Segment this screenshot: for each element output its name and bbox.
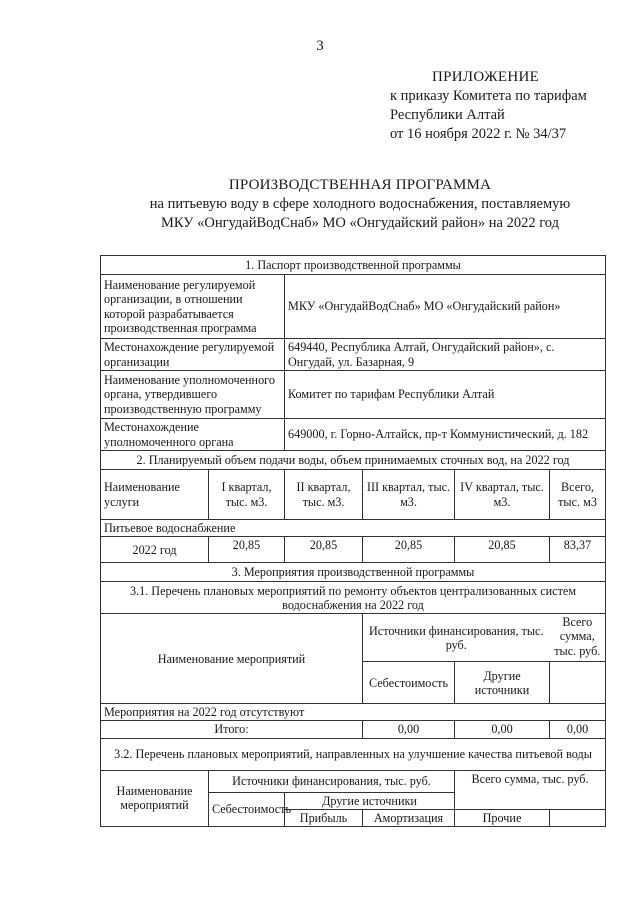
volume-header-row	[101, 470, 606, 520]
volume-year: 2022 год	[101, 537, 209, 563]
section1-header: 1. Паспорт производственной программы	[101, 256, 606, 275]
document-heading	[100, 176, 620, 233]
repair-header-row	[101, 614, 606, 662]
repair-col-name: Наименование мероприятий	[101, 614, 363, 704]
appendix-line-1: к приказу Комитета по тарифам	[390, 88, 587, 104]
passport-value: МКУ «ОнгудайВодСнаб» МО «Онгудайский район»	[285, 275, 606, 339]
passport-value: 649440, Республика Алтай, Онгудайский район», с. Онгудай, ул. Базарная, 9	[285, 339, 606, 371]
volume-col-q4: IV квартал, тыс. м3.	[455, 470, 550, 520]
section2-header: 2. Планируемый объем подачи воды, объем принимаемых сточных вод, на 2022 год	[101, 451, 606, 470]
document-subtitle-1: на питьевую воду в сфере холодного водоснабжения, поставляемую	[149, 196, 571, 212]
document-subtitle-2: МКУ «ОнгудайВодСнаб» МО «Онгудайский район» на 2022 год	[160, 215, 560, 231]
passport-row	[101, 419, 606, 451]
repair-total-empty	[550, 662, 606, 704]
repair-col-sources: Источники финансирования, тыс. руб.	[363, 614, 550, 662]
passport-value: Комитет по тарифам Республики Алтай	[285, 371, 606, 419]
volume-total: 83,37	[550, 537, 606, 563]
passport-label: Местонахождение регулируемой организации	[101, 339, 285, 371]
volume-q4: 20,85	[455, 537, 550, 563]
volume-col-q3: III квартал, тыс. м3.	[363, 470, 455, 520]
quality-col-misc: Прочие	[455, 809, 550, 826]
section3-1-header: 3.1. Перечень плановых мероприятий по ремонту объектов централизованных систем водоснабжения на 2022 год	[101, 582, 606, 614]
appendix-title: ПРИЛОЖЕНИЕ	[432, 69, 540, 85]
quality-col-empty	[550, 809, 606, 826]
quality-header-row	[101, 770, 606, 792]
quality-col-cost: Себестоимость	[209, 792, 285, 826]
repair-total-sum: 0,00	[550, 721, 606, 738]
quality-col-profit: Прибыль	[285, 809, 363, 826]
program-table	[100, 255, 606, 827]
appendix-block	[390, 68, 587, 144]
volume-col-q2: II квартал, тыс. м3.	[285, 470, 363, 520]
volume-data-row	[101, 537, 606, 563]
appendix-line-2: Республики Алтай	[390, 107, 505, 123]
repair-total-row	[101, 721, 606, 738]
volume-q3: 20,85	[363, 537, 455, 563]
passport-label: Наименование уполномоченного органа, утвердившего производственную программу	[101, 371, 285, 419]
volume-col-total: Всего, тыс. м3	[550, 470, 606, 520]
quality-col-sources: Источники финансирования, тыс. руб.	[209, 770, 455, 792]
passport-row	[101, 275, 606, 339]
repair-col-total: Всего сумма, тыс. руб.	[550, 614, 606, 662]
volume-q1: 20,85	[209, 537, 285, 563]
volume-col-service: Наименование услуги	[101, 470, 209, 520]
page-number: 3	[316, 38, 324, 54]
appendix-line-3: от 16 ноября 2022 г. № 34/37	[390, 126, 567, 142]
repair-col-other: Другие источники	[455, 662, 550, 704]
repair-total-other: 0,00	[455, 721, 550, 738]
repair-total-label: Итого:	[101, 721, 363, 738]
document-title: ПРОИЗВОДСТВЕННАЯ ПРОГРАММА	[228, 177, 492, 193]
quality-col-other: Другие источники	[285, 792, 455, 809]
passport-label: Местонахождение уполномоченного органа	[101, 419, 285, 451]
passport-label: Наименование регулируемой организации, в отношении которой разрабатывается производственная программа	[101, 275, 285, 339]
section3-2-header: 3.2. Перечень плановых мероприятий, направленных на улучшение качества питьевой воды	[101, 738, 606, 770]
volume-q2: 20,85	[285, 537, 363, 563]
section3-header: 3. Мероприятия производственной программы	[101, 563, 606, 582]
passport-row	[101, 339, 606, 371]
quality-col-name: Наименование мероприятий	[101, 770, 209, 826]
repair-total-cost: 0,00	[363, 721, 455, 738]
repair-col-cost: Себестоимость	[363, 662, 455, 704]
volume-group-label: Питьевое водоснабжение	[101, 520, 606, 537]
passport-value: 649000, г. Горно-Алтайск, пр-т Коммунистический, д. 182	[285, 419, 606, 451]
quality-col-amort: Амортизация	[363, 809, 455, 826]
volume-col-q1: I квартал, тыс. м3.	[209, 470, 285, 520]
repair-none-row: Мероприятия на 2022 год отсутствуют	[101, 704, 606, 721]
quality-col-total: Всего сумма, тыс. руб.	[455, 770, 606, 809]
passport-row	[101, 371, 606, 419]
